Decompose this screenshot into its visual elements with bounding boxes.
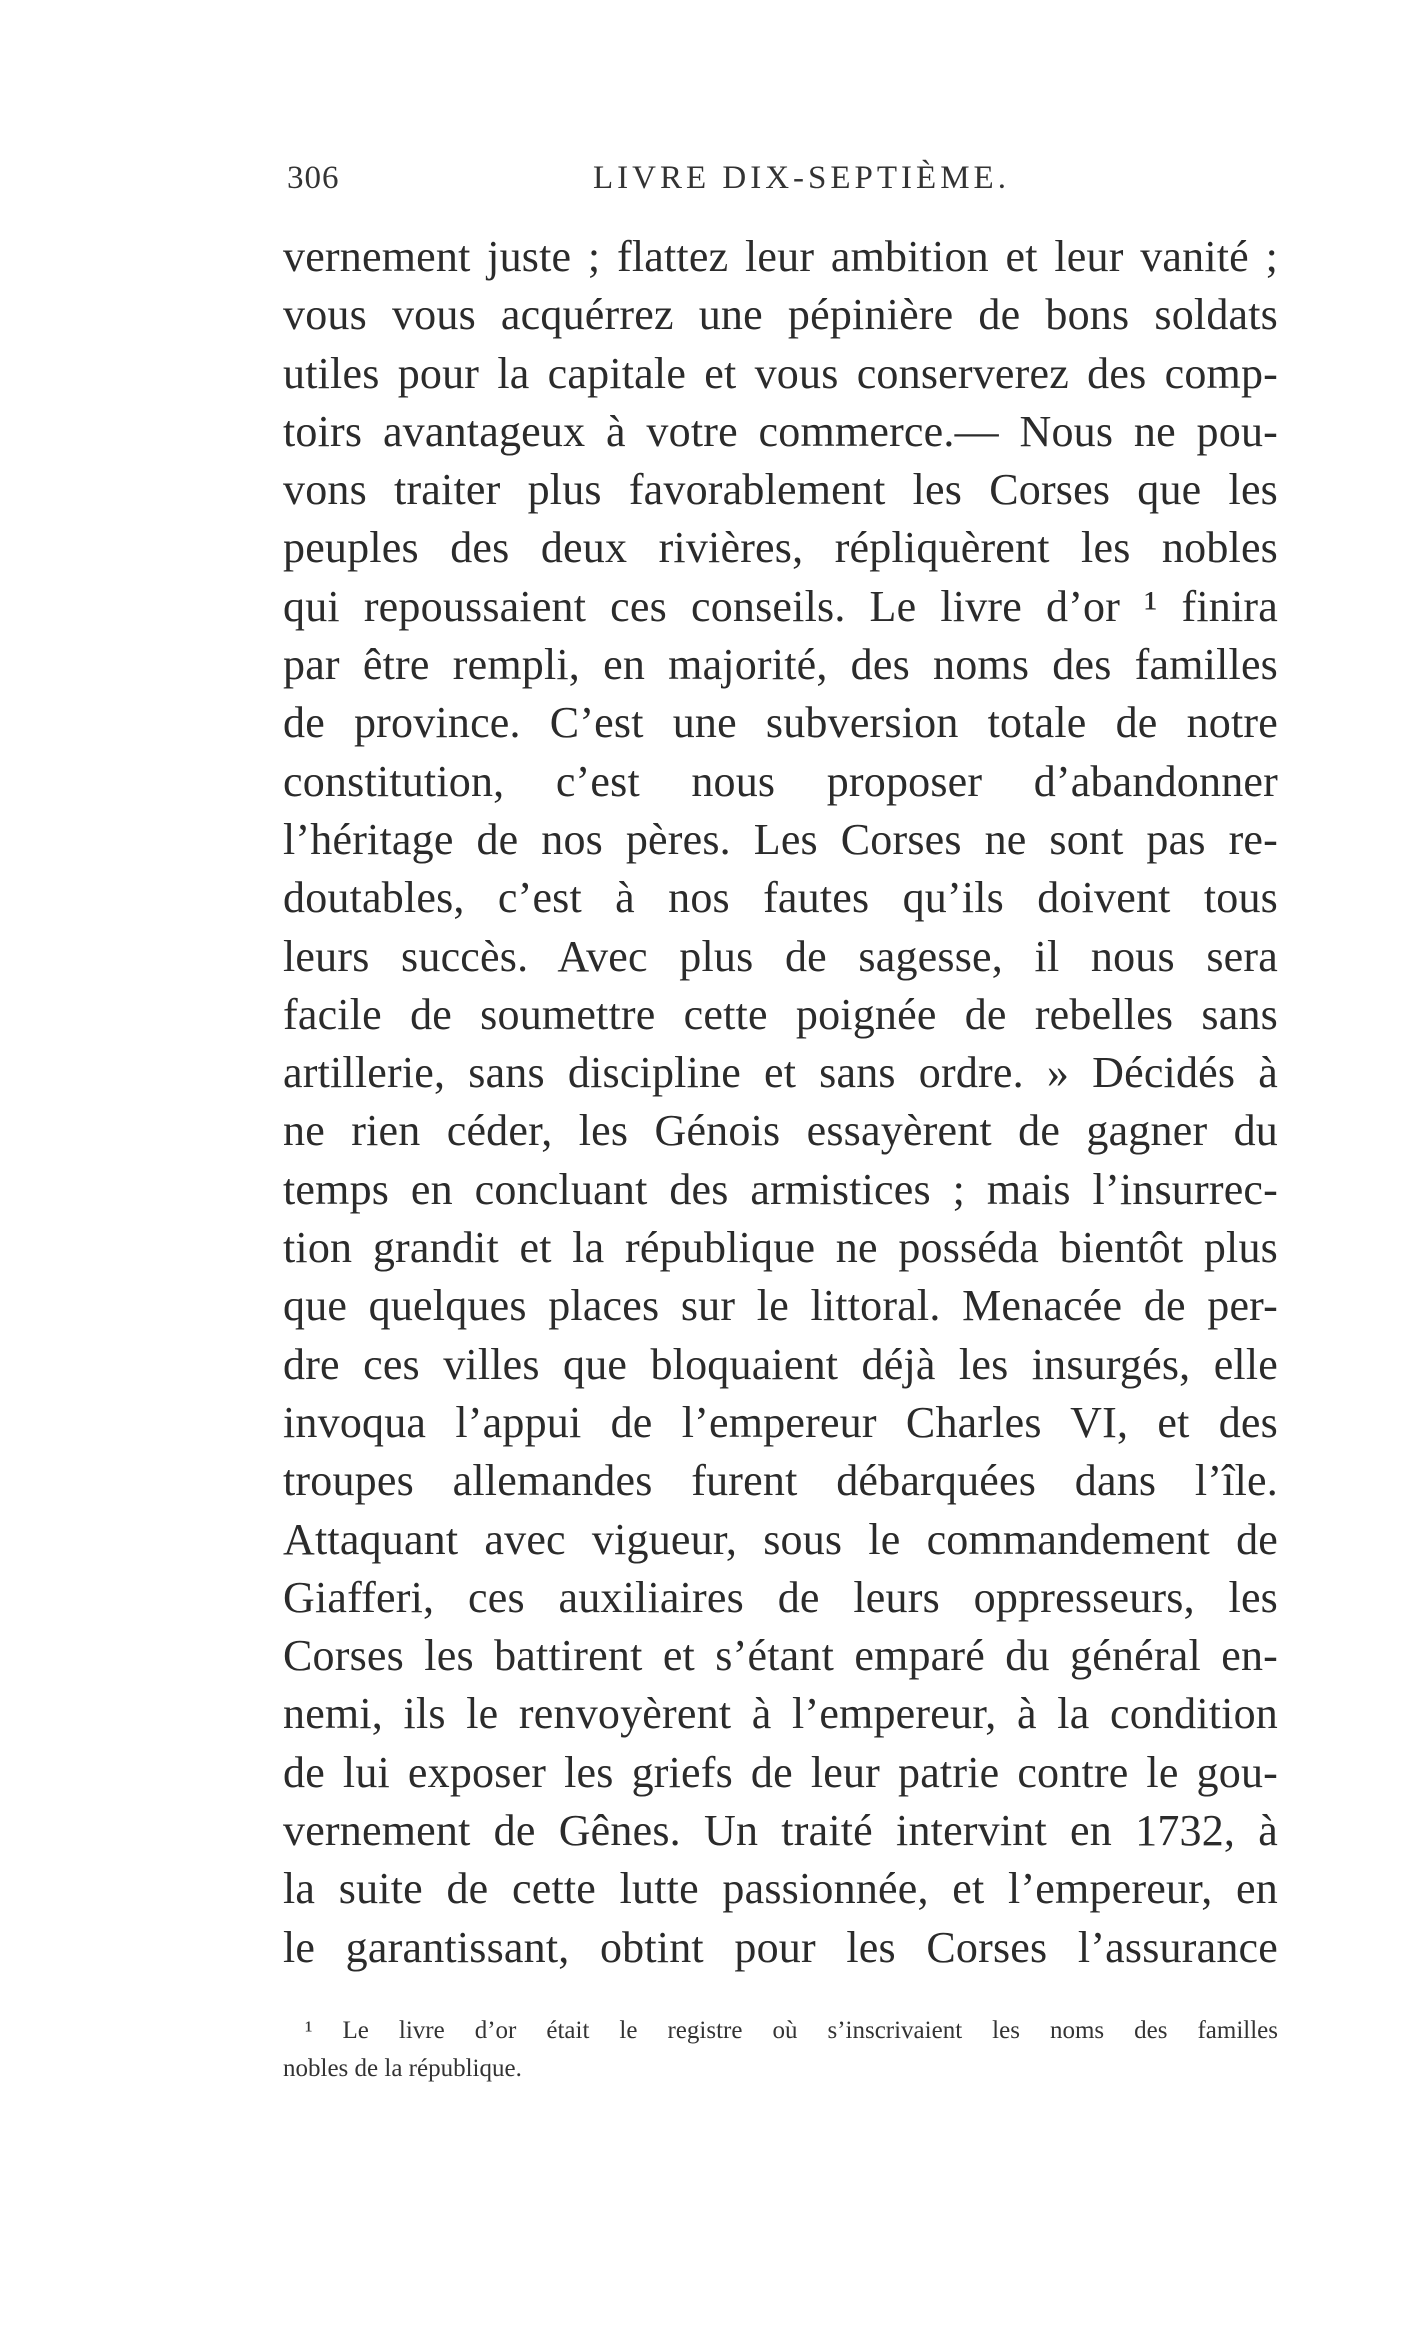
running-head: LIVRE DIX-SEPTIÈME. xyxy=(593,160,1010,196)
page-number: 306 xyxy=(287,160,340,196)
text-line: invoqua l’appui de l’empereur Charles VI, et des xyxy=(283,1397,1278,1447)
text-line: vernement juste ; flattez leur ambition et leur vanité ; xyxy=(283,232,1278,281)
text-line: vous vous acquérrez une pépinière de bons soldats xyxy=(283,290,1278,340)
text-line: de lui exposer les griefs de leur patrie contre le gou- xyxy=(283,1747,1278,1797)
text-line: toirs avantageux à votre commerce.— Nous ne pou- xyxy=(283,406,1278,456)
text-line: l’héritage de nos pères. Les Corses ne sont pas re- xyxy=(283,814,1278,864)
text-line: ne rien céder, les Génois essayèrent de gagner du xyxy=(283,1106,1278,1156)
text-line: constitution, c’est nous proposer d’abandonner xyxy=(283,756,1278,806)
text-line: temps en concluant des armistices ; mais l’insurrec- xyxy=(283,1164,1278,1214)
text-line: peuples des deux rivières, répliquèrent les nobles xyxy=(283,523,1278,573)
text-line: doutables, c’est à nos fautes qu’ils doivent tous xyxy=(283,873,1278,923)
text-line: vernement de Gênes. Un traité intervint en 1732, à xyxy=(283,1806,1278,1856)
body-text xyxy=(283,228,1278,1977)
text-line: Giafferi, ces auxiliaires de leurs oppresseurs, les xyxy=(283,1572,1278,1622)
footnote-line: ¹ Le livre d’or était le registre où s’inscrivaient les noms des familles xyxy=(305,2017,1278,2044)
text-line: tion grandit et la république ne posséda bientôt plus xyxy=(283,1223,1278,1273)
text-line: de province. C’est une subversion totale de notre xyxy=(283,698,1278,748)
text-line: troupes allemandes furent débarquées dans l’île. xyxy=(283,1456,1278,1506)
text-line: vons traiter plus favorablement les Corses que les xyxy=(283,465,1278,515)
text-line: Attaquant avec vigueur, sous le commandement de xyxy=(283,1514,1278,1564)
text-line: leurs succès. Avec plus de sagesse, il nous sera xyxy=(283,931,1278,981)
page-header xyxy=(283,160,1278,204)
text-line: Corses les battirent et s’étant emparé du général en- xyxy=(283,1631,1278,1681)
text-line: facile de soumettre cette poignée de rebelles sans xyxy=(283,989,1278,1039)
text-line: la suite de cette lutte passionnée, et l’empereur, en xyxy=(283,1864,1278,1914)
text-line: par être rempli, en majorité, des noms des familles xyxy=(283,640,1278,690)
footnote-line: nobles de la république. xyxy=(283,2055,522,2082)
text-line: utiles pour la capitale et vous conserverez des comp- xyxy=(283,348,1278,398)
text-line: le garantissant, obtint pour les Corses l’assurance xyxy=(283,1922,1278,1972)
text-line: qui repoussaient ces conseils. Le livre d’or ¹ finira xyxy=(283,581,1278,631)
text-line: que quelques places sur le littoral. Menacée de per- xyxy=(283,1281,1278,1331)
text-line: nemi, ils le renvoyèrent à l’empereur, à la condition xyxy=(283,1689,1278,1739)
text-line: dre ces villes que bloquaient déjà les insurgés, elle xyxy=(283,1339,1278,1389)
text-line: artillerie, sans discipline et sans ordre. » Décidés à xyxy=(283,1048,1278,1098)
footnote xyxy=(283,2012,1278,2088)
